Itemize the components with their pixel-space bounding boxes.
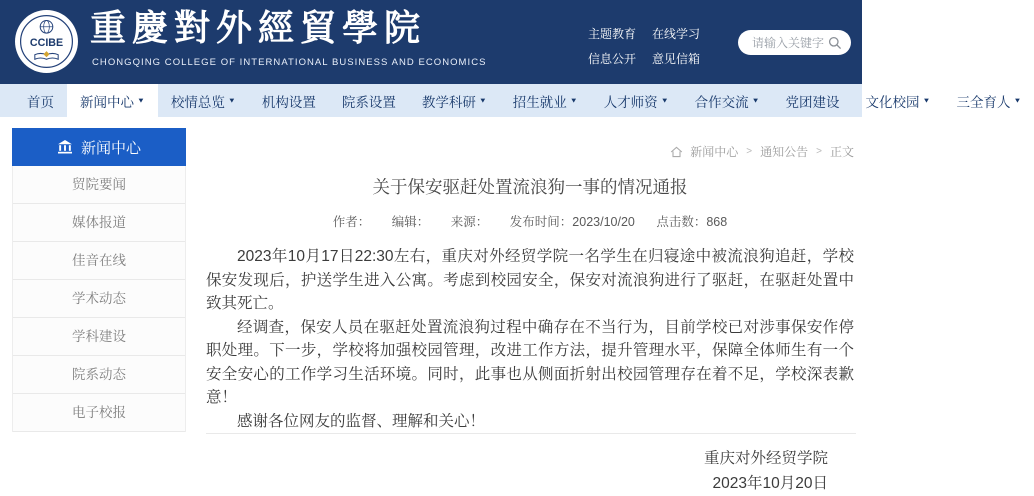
article-signature xyxy=(206,446,854,496)
nav-item-label: 校情总览 xyxy=(170,94,225,110)
nav-item[interactable] xyxy=(409,84,500,117)
article-meta xyxy=(206,212,854,230)
breadcrumb-link[interactable]: 正文 xyxy=(829,145,854,159)
school-logo-seal-icon[interactable] xyxy=(14,9,79,74)
sidebar-header-news-center[interactable] xyxy=(12,128,186,166)
nav-item-label: 合作交流 xyxy=(694,94,749,110)
signature-date: 2023年10月20日 xyxy=(712,475,828,492)
quick-link[interactable]: 主题教育 xyxy=(588,27,637,41)
article-paragraph: 感谢各位网友的监督、理解和关心！ xyxy=(237,412,486,430)
breadcrumb-separator: > xyxy=(746,146,753,157)
article-title: 关于保安驱赶处置流浪狗一事的情况通报 xyxy=(372,177,688,197)
chevron-down-icon: ▼ xyxy=(660,96,669,105)
nav-item[interactable] xyxy=(591,84,682,117)
home-icon[interactable] xyxy=(670,146,683,158)
nav-item[interactable] xyxy=(853,84,944,117)
sidebar-item[interactable]: 电子校报 xyxy=(13,394,185,432)
article-body xyxy=(206,245,854,433)
meta-source: 来源： xyxy=(450,215,489,229)
top-banner xyxy=(0,0,862,84)
breadcrumb-separator: > xyxy=(816,146,822,157)
nav-item[interactable] xyxy=(773,84,853,117)
nav-item-label: 招生就业 xyxy=(512,94,567,110)
sidebar-item[interactable]: 贸院要闻 xyxy=(13,166,185,204)
quick-link[interactable]: 信息公开 xyxy=(588,52,637,66)
sidebar-item[interactable]: 学科建设 xyxy=(13,318,185,356)
nav-item[interactable] xyxy=(158,84,249,117)
meta-publish-time: 发布时间：2023/10/20 xyxy=(509,215,635,229)
breadcrumb-item xyxy=(690,143,738,160)
main-nav xyxy=(0,84,1022,117)
sidebar-item[interactable]: 佳音在线 xyxy=(13,242,185,280)
breadcrumb-item xyxy=(808,143,854,160)
nav-item-label: 教学科研 xyxy=(421,94,476,110)
logo-acronym: CCIBE xyxy=(29,37,64,50)
chevron-down-icon: ▼ xyxy=(137,96,145,105)
search-input[interactable] xyxy=(750,35,828,51)
header-quick-links xyxy=(588,25,700,67)
nav-item[interactable] xyxy=(249,84,329,117)
chevron-down-icon: ▼ xyxy=(227,96,236,105)
nav-item-label: 文化校园 xyxy=(865,94,920,110)
search-icon xyxy=(828,36,842,50)
nav-item-label: 三全育人 xyxy=(956,94,1011,110)
breadcrumb-item xyxy=(738,143,808,160)
sidebar-item[interactable]: 学术动态 xyxy=(13,280,185,318)
nav-item-label: 新闻中心 xyxy=(80,94,134,110)
quick-link[interactable]: 在线学习 xyxy=(652,27,701,41)
search-box[interactable] xyxy=(738,30,851,55)
sidebar xyxy=(12,128,186,432)
nav-item-label: 首页 xyxy=(27,94,54,110)
chevron-down-icon: ▼ xyxy=(922,96,931,105)
nav-item-label: 人才师资 xyxy=(603,94,658,110)
sidebar-item[interactable]: 媒体报道 xyxy=(13,204,185,242)
nav-item-label: 院系设置 xyxy=(341,94,396,110)
nav-item[interactable] xyxy=(329,84,409,117)
nav-item[interactable] xyxy=(682,84,773,117)
chevron-down-icon: ▼ xyxy=(569,96,578,105)
article xyxy=(206,174,854,496)
nav-item-label: 党团建设 xyxy=(785,94,840,110)
meta-author: 作者： xyxy=(332,215,371,229)
meta-editor: 编辑： xyxy=(391,215,430,229)
breadcrumb-link[interactable]: 新闻中心 xyxy=(690,145,739,159)
institution-icon xyxy=(57,140,73,154)
school-name-english: CHONGQING COLLEGE OF INTERNATIONAL BUSINESS AND ECONOMICS xyxy=(92,57,487,68)
nav-item[interactable] xyxy=(14,84,67,117)
nav-item-label: 机构设置 xyxy=(261,94,316,110)
article-paragraph: 经调查，保安人员在驱赶处置流浪狗过程中确存在不当行为，目前学校已对涉事保安作停职处理。下一步，学校将加强校园管理，改进工作方法，提升管理水平，保障全体师生有一个安全安心的工作学习生活环境。同时，此事也从侧面折射出校园管理存在着不足，学校深表歉意！ xyxy=(206,318,854,406)
quick-link[interactable]: 意见信箱 xyxy=(652,52,701,66)
breadcrumb-link[interactable]: 通知公告 xyxy=(760,145,809,159)
article-paragraph: 2023年10月17日22:30左右，重庆对外经贸学院一名学生在归寝途中被流浪狗追赶，学校保安发现后，护送学生进入公寓。考虑到校园安全，保安对流浪狗进行了驱赶，在驱赶处置中致其死亡。 xyxy=(206,248,854,312)
chevron-down-icon: ▼ xyxy=(1013,96,1022,105)
sidebar-header-label: 新闻中心 xyxy=(80,139,141,157)
bottom-divider xyxy=(206,433,856,434)
school-name-chinese: 重慶對外經貿學院 xyxy=(90,7,427,49)
signature-org: 重庆对外经贸学院 xyxy=(703,450,828,467)
meta-hit-count: 点击数：868 xyxy=(656,215,728,229)
breadcrumb xyxy=(670,143,854,160)
sidebar-item[interactable]: 院系动态 xyxy=(13,356,185,394)
chevron-down-icon: ▼ xyxy=(478,96,487,105)
chevron-down-icon: ▼ xyxy=(751,96,760,105)
search-button[interactable] xyxy=(828,36,842,50)
nav-item[interactable] xyxy=(943,84,1034,117)
nav-item[interactable] xyxy=(500,84,591,117)
nav-item[interactable] xyxy=(67,84,158,117)
sidebar-menu xyxy=(12,166,186,432)
